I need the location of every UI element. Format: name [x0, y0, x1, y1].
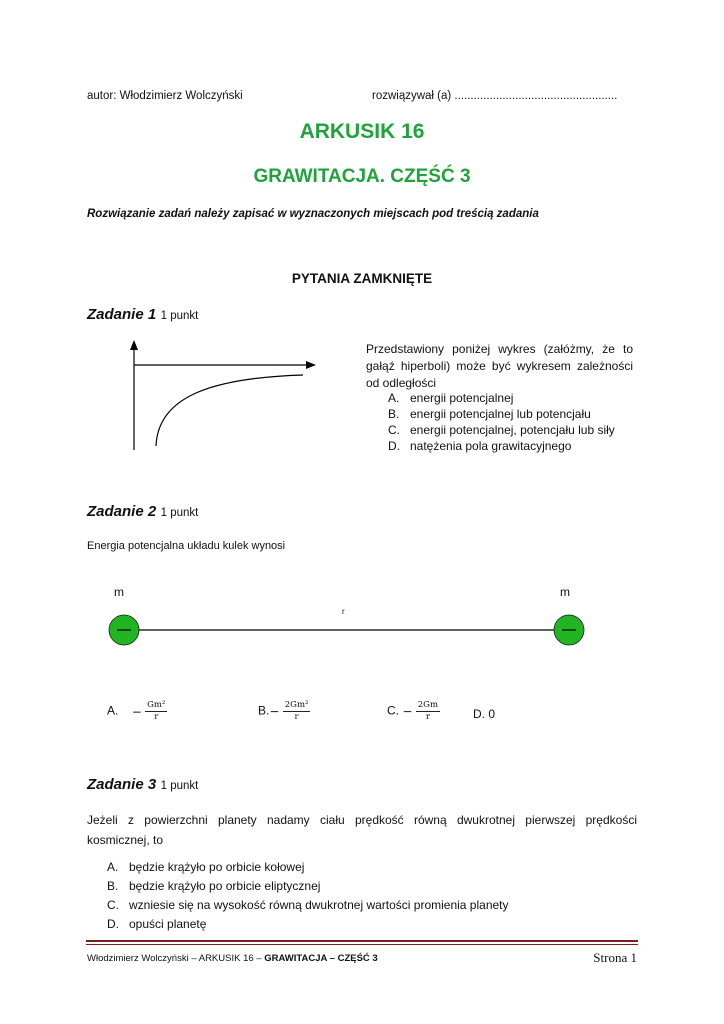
- option-letter: A.: [388, 391, 400, 405]
- task3-title: Zadanie 3: [87, 776, 157, 793]
- footer-rule-thick: [86, 940, 638, 942]
- fraction: [145, 700, 167, 723]
- minus-sign: −: [402, 704, 413, 719]
- graph-x-arrow: [306, 361, 316, 369]
- footer-text: [87, 953, 378, 964]
- task2-option-a[interactable]: [107, 700, 167, 723]
- task3-line-1: Jeżeli z powierzchni planety nadamy ciału prędkość równą dwukrotnej pierwszej prędkości: [87, 813, 637, 827]
- option-letter: A.: [107, 860, 119, 874]
- mass-right-label: m: [560, 585, 570, 599]
- fraction: [283, 700, 311, 723]
- footer-rule-thin: [86, 944, 638, 945]
- option-letter: D.: [107, 917, 119, 931]
- option-letter: C.: [388, 423, 400, 437]
- option-letter: D.: [473, 707, 485, 721]
- option-letter: B.: [388, 407, 400, 421]
- page-number: Strona 1: [593, 950, 637, 965]
- fraction-denominator: r: [154, 712, 159, 722]
- instruction-text: Rozwiązanie zadań należy zapisać w wyznaczonych miejscach pod treścią zadania: [87, 208, 539, 220]
- solved-by-line: rozwiązywał (a) ...................................................: [372, 90, 618, 102]
- option-letter: D.: [388, 439, 400, 453]
- option-text: natężenia pola grawitacyjnego: [410, 439, 572, 453]
- task1-title: Zadanie 1: [87, 306, 157, 323]
- option-letter: B.: [258, 703, 270, 718]
- task2-heading: [87, 503, 198, 521]
- task3-points: 1 punkt: [160, 780, 199, 792]
- fraction-numerator: 2Gm²: [284, 700, 309, 710]
- option-text: wzniesie się na wysokość równą dwukrotnej wartości promienia planety: [129, 898, 509, 912]
- task1-points: 1 punkt: [160, 310, 199, 322]
- task1-line-1: Przedstawiony poniżej wykres (załóżmy, że to: [366, 342, 633, 356]
- task1-heading: [87, 306, 198, 324]
- fraction: [416, 700, 440, 723]
- task2-option-b[interactable]: [258, 700, 310, 723]
- minus-sign: −: [269, 704, 280, 719]
- fraction-denominator: r: [294, 712, 299, 722]
- option-letter: A.: [107, 703, 119, 718]
- task2-question: Energia potencjalna układu kulek wynosi: [87, 540, 286, 552]
- section-heading: PYTANIA ZAMKNIĘTE: [291, 271, 433, 286]
- task2-option-d[interactable]: [473, 707, 495, 721]
- graph-y-arrow: [130, 340, 138, 350]
- fraction-denominator: r: [425, 712, 430, 722]
- option-text: będzie krążyło po orbicie eliptycznej: [129, 879, 321, 893]
- fraction-numerator: 2Gm: [417, 700, 439, 710]
- task3-heading: [87, 776, 198, 794]
- mass-left-label: m: [114, 585, 124, 599]
- option-letter: B.: [107, 879, 119, 893]
- footer-topic: GRAWITACJA – CZĘŚĆ 3: [264, 953, 378, 964]
- option-text: energii potencjalnej lub potencjału: [410, 407, 591, 421]
- fraction-numerator: Gm²: [147, 700, 166, 710]
- page-subtitle: GRAWITACJA. CZĘŚĆ 3: [253, 166, 471, 187]
- option-text: energii potencjalnej, potencjału lub siły: [410, 423, 615, 437]
- task1-graph: [118, 338, 328, 456]
- task2-points: 1 punkt: [160, 507, 199, 519]
- task3-question: [87, 810, 637, 850]
- option-text: energii potencjalnej: [410, 391, 514, 405]
- task3-line-2: kosmicznej, to: [87, 833, 164, 847]
- option-text: 0: [488, 707, 496, 721]
- option-letter: C.: [107, 898, 119, 912]
- task2-option-c[interactable]: [387, 700, 440, 723]
- footer-prefix: Włodzimierz Wolczyński – ARKUSIK 16 –: [87, 953, 265, 964]
- distance-label: r: [342, 607, 345, 616]
- graph-hyperbola-curve: [156, 375, 303, 446]
- option-text: będzie krążyło po orbicie kołowej: [129, 860, 305, 874]
- task2-diagram: [100, 612, 590, 648]
- minus-sign: −: [131, 704, 142, 719]
- option-letter: C.: [387, 703, 399, 718]
- option-text: opuści planetę: [129, 917, 207, 931]
- page-title: ARKUSIK 16: [299, 120, 425, 143]
- task1-line-2: gałąź hiperboli) może być wykresem zależności: [366, 359, 633, 373]
- author-line: autor: Włodzimierz Wolczyński: [87, 90, 243, 102]
- task1-question: [366, 341, 633, 392]
- task2-title: Zadanie 2: [87, 503, 157, 520]
- task1-line-3: od odległości: [366, 376, 437, 390]
